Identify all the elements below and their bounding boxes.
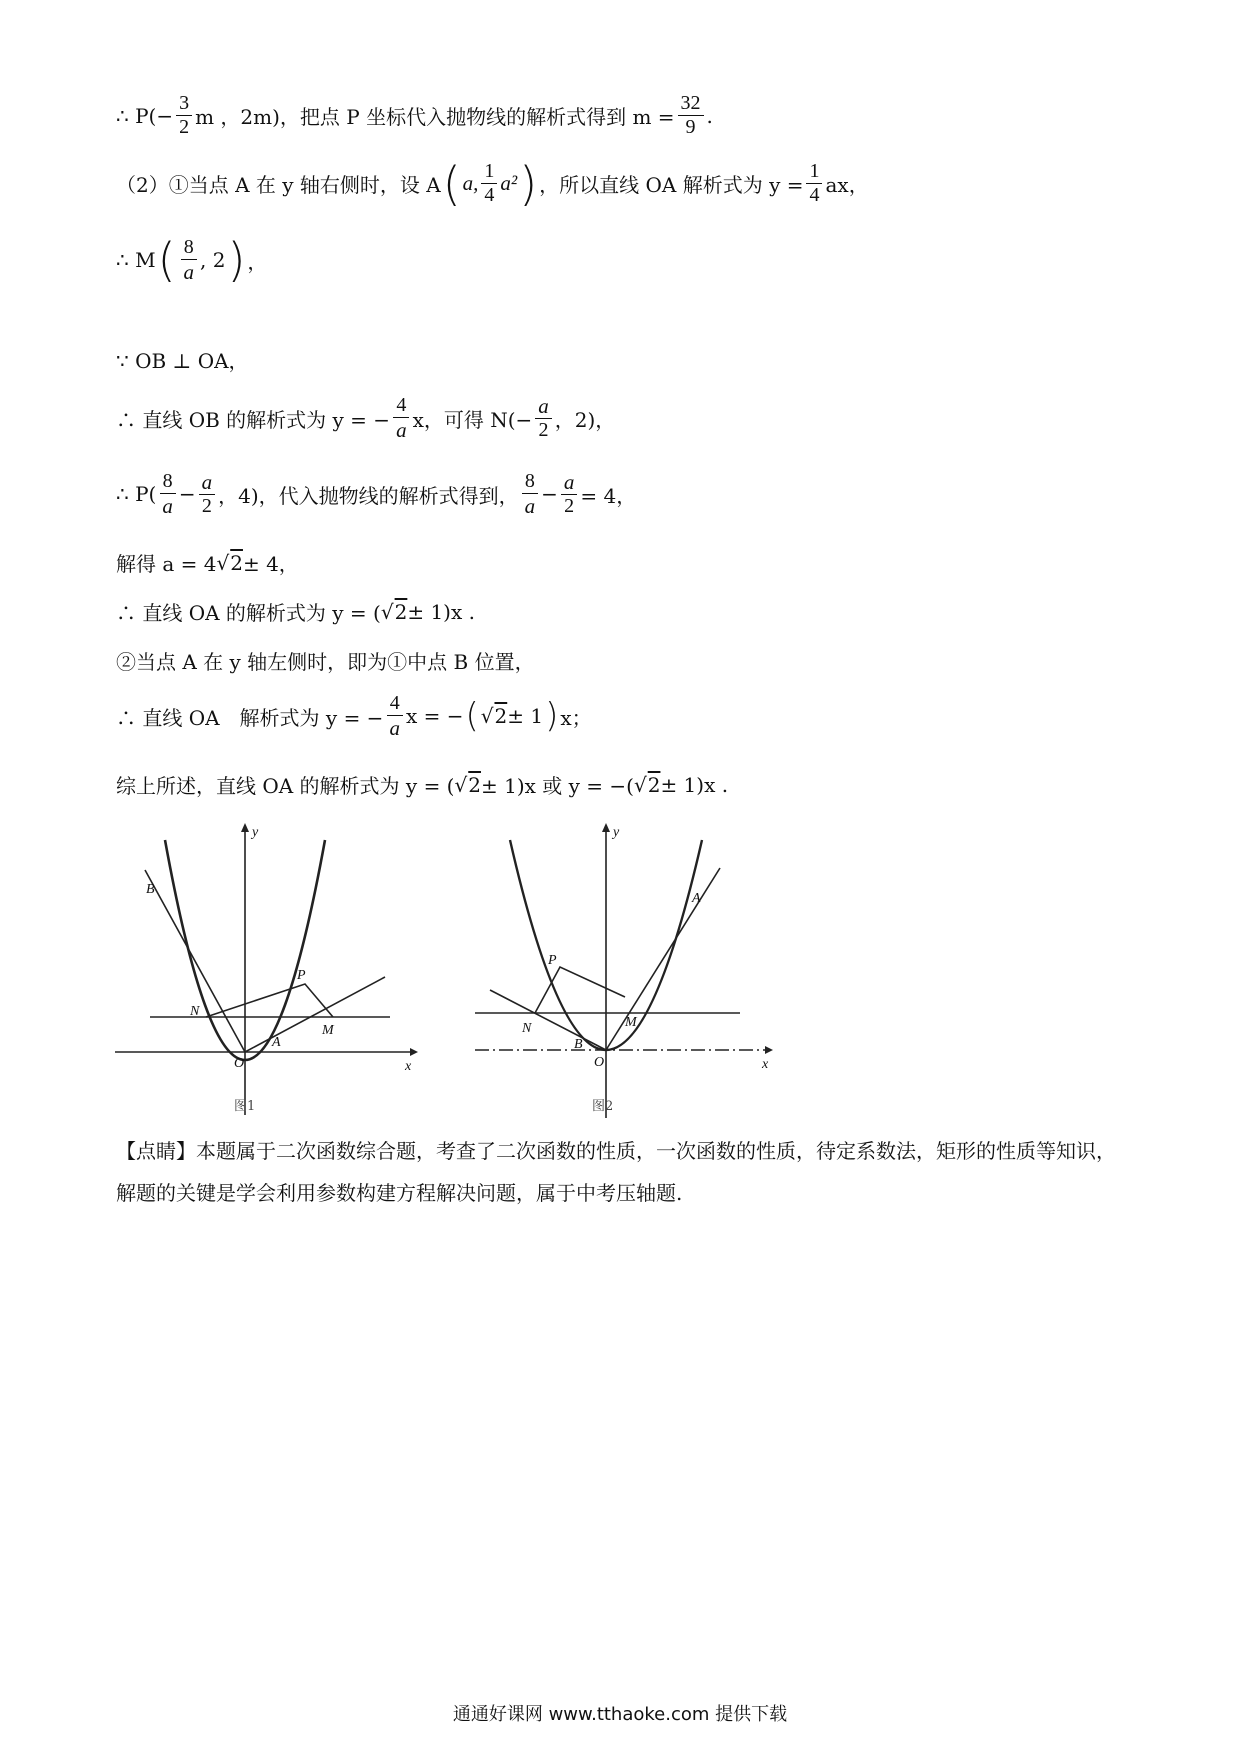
sqrt-symbol: √ [380, 599, 394, 624]
text-segment: ∴ P(− [116, 103, 174, 128]
line-oa [606, 868, 720, 1050]
sqrt-symbol: √ [454, 772, 468, 797]
footer-text: 通通好课网 www.tthaoke.com 提供下载 [452, 1704, 788, 1725]
left-paren: ( [465, 696, 479, 737]
label-b: B [146, 882, 155, 897]
fraction: $\frac{32}{9}$ [678, 92, 704, 139]
label-a: A [272, 1035, 281, 1050]
solution-line-8: ∴ 直线 OA 的解析式为 y = ( √ 2 ± 1)x . [116, 599, 475, 625]
line-om [245, 977, 385, 1052]
right-paren: ) [545, 696, 559, 737]
figure-1 [110, 820, 430, 1120]
solution-line-4: ∵ OB ⊥ OA， [116, 349, 249, 373]
label-n: N [522, 1021, 532, 1036]
fraction: $\frac{3}{2}$ [176, 92, 192, 139]
label-m: M [625, 1015, 637, 1030]
label-o: O [234, 1056, 245, 1071]
label-o: O [594, 1055, 605, 1070]
line-ob [490, 990, 606, 1050]
label-p: P [548, 953, 557, 968]
fraction: $\frac{a}{2}$ [199, 470, 216, 518]
sqrt-symbol: √ [216, 550, 230, 575]
text-segment: ，所以直线 OA 解析式为 y = [539, 173, 804, 197]
key-point-note: 【点睛】本题属于二次函数综合题，考查了二次函数的性质，一次函数的性质，待定系数法，矩形的性质等知识，解题的关键是学会利用参数构建方程解决问题，属于中考压轴题. [116, 1139, 1116, 1205]
rectangle-npm [206, 984, 333, 1017]
figure-2-caption: 图2 [592, 1099, 614, 1114]
solution-line-5: ∴ 直线 OB 的解析式为 y = − $\frac{4}{a}$ x，可得 N(− $\frac{a}{2}$ ，2)， [116, 394, 616, 442]
left-paren: ( [442, 156, 461, 211]
fraction: $\frac{4}{a}$ [393, 394, 410, 442]
fraction: $\frac{8}{a}$ [522, 470, 539, 518]
label-x: x [762, 1057, 769, 1072]
solution-line-10: ∴ 直线 OA 解析式为 y = − $\frac{4}{a}$ x = − ( √ 2 ± 1 ) x； [116, 692, 592, 740]
fraction: $\frac{1}{4}$ [806, 160, 822, 207]
fraction: $\frac{4}{a}$ [386, 692, 403, 740]
text-segment: . [706, 103, 713, 128]
x-axis-arrow [765, 1046, 773, 1054]
fraction: $\frac{1}{4}$ [481, 160, 497, 207]
figure-1-caption: 图1 [234, 1099, 256, 1114]
line-ob [145, 870, 245, 1052]
label-p: P [297, 968, 306, 983]
text-segment: （2）①当点 A 在 y 轴右侧时，设 A [116, 173, 441, 197]
y-axis-arrow [241, 823, 249, 832]
text-segment: ∴ M [116, 248, 156, 273]
label-b: B [574, 1037, 583, 1052]
right-paren: ) [227, 233, 246, 288]
label-x: x [405, 1059, 412, 1074]
sqrt-symbol: √ [633, 772, 647, 797]
solution-line-2: （2）①当点 A 在 y 轴右侧时，设 A ( a, $\frac{1}{4}$ a² ) ，所以直线 OA 解析式为 y = $\frac{1}{4}$ ax， [116, 156, 869, 211]
solution-line-3: ∴ M ( $\frac{8}{a}$ , 2 ) ， [116, 233, 268, 288]
text-segment: ax， [825, 173, 869, 197]
figure-2 [470, 820, 790, 1120]
label-n: N [190, 1004, 200, 1019]
solution-line-7: 解得 a = 4 √ 2 ± 4， [116, 550, 299, 576]
sqrt-symbol: √ [480, 704, 494, 729]
label-y: y [613, 825, 620, 840]
label-m: M [322, 1023, 334, 1038]
solution-line-1 [116, 92, 713, 139]
x-axis-arrow [410, 1048, 418, 1056]
solution-line-11: 综上所述，直线 OA 的解析式为 y = ( √ 2 ± 1)x 或 y = −( √ 2 ± 1)x . [116, 772, 729, 798]
left-paren: ( [157, 233, 176, 288]
fraction: $\frac{a}{2}$ [561, 470, 578, 518]
text-segment: m ，2m)，把点 P 坐标代入抛物线的解析式得到 m = [195, 105, 675, 129]
fraction: $\frac{8}{a}$ [181, 236, 198, 284]
label-a: A [692, 891, 701, 906]
right-paren: ) [519, 156, 538, 211]
solution-line-9: ②当点 A 在 y 轴左侧时，即为①中点 B 位置， [116, 650, 535, 674]
y-axis-arrow [602, 823, 610, 832]
label-y: y [252, 825, 259, 840]
fraction: $\frac{a}{2}$ [535, 394, 552, 442]
fraction: $\frac{8}{a}$ [159, 470, 176, 518]
solution-line-6: ∴ P( $\frac{8}{a}$ − $\frac{a}{2}$ ，4)，代入抛物线的解析式得到， $\frac{8}{a}$ − $\frac{a}{2}$ = 4， [116, 470, 637, 518]
